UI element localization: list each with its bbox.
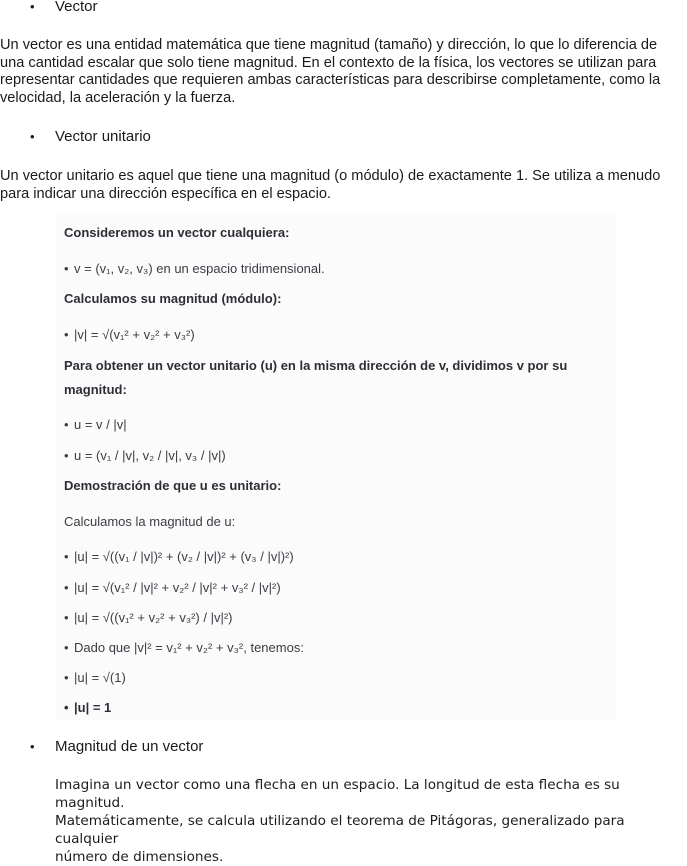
bullet-icon: • — [64, 417, 69, 432]
paragraph-line: Un vector es una entidad matemática que tiene magnitud (tamaño) y dirección, lo que lo diferencia de — [0, 37, 658, 53]
paragraph-line: Un vector unitario es aquel que tiene una magnitud (o módulo) de exactamente 1. Se utiliza a menudo — [0, 168, 661, 184]
pasted-line: magnitud: — [64, 382, 127, 397]
paragraph-magnitud — [55, 776, 687, 866]
paragraph-line: Matemáticamente, se calcula utilizando el teorema de Pitágoras, generalizado para cualquier — [55, 813, 625, 847]
bullet-icon: • — [64, 261, 69, 276]
paragraph-line: para indicar una dirección específica en el espacio. — [0, 185, 331, 202]
document-page: • Vector Un vector es una entidad matemática que tiene magnitud (tamaño) y dirección, lo que lo diferencia de una cantidad escalar que solo tiene magnitud. En el contexto de la física, los vectores se utilizan para representar cantidades que requieren ambas características para describirse completamente, como la velocidad, la aceleración y la fuerza. • Vector unitario Un vector unitario es aquel que tiene una magnitud (o módulo) de exactamente 1. Se utiliza a menudo para indicar una dirección específica en el espacio. Consideremos un vector cualquiera: • v = (v₁, v₂, v₃) en un espacio tridimensional. Calculamos su magnitud (módulo): • |v| = √(v₁² + v₂² + v₃²) Para obtener un vector unitario (u) en la misma dirección de v, dividimos v por su magnitud: • u = v / |v| • u = (v₁ / |v|, v₂ / |v|, v₃ / |v|) Demostración de que u es unitario: Calculamos la magnitud de u: • |u| = √((v₁ / |v|)² + (v₂ / |v|)² + (v₃ / |v|)²) • |u| = √(v₁² / |v|² + v₂² / |v|² + v₃² / |v|²) • |u| = √((v₁² + v₂² + v₃²) / |v|²) • Dado que |v|² = v₁² + v₂² + v₃², tenemos: • |u| = √(1) • |u| = 1 • Magnitud de un vector Imagina un vector como una flecha en un espacio. La longitud de esta flecha es su magnitud. Matemáticamente, se calcula utilizando el teorema de Pitágoras, generalizado para cualquier número de dimensiones. — [0, 0, 687, 834]
pasted-line: Demostración de que u es unitario: — [64, 478, 282, 493]
paragraph-line: Imagina un vector como una flecha en un espacio. La longitud de esta flecha es su magnitud. — [55, 777, 620, 811]
bullet-icon: • — [64, 640, 69, 655]
bullet-icon: • — [64, 448, 69, 463]
paragraph-vector-unitario — [0, 168, 687, 203]
bullet-icon: • — [64, 610, 69, 625]
paragraph-line: una cantidad escalar que solo tiene magnitud. En el contexto de la física, los vectores se utilizan para — [0, 54, 657, 71]
pasted-image-block: Consideremos un vector cualquiera: • v = (v₁, v₂, v₃) en un espacio tridimensional. Calculamos su magnitud (módulo): • |v| = √(v₁² + v₂² + v₃²) Para obtener un vector unitario (u) en la misma dirección de v, dividimos v por su magnitud: • u = v / |v| • u = (v₁ / |v|, v₂ / |v|, v₃ / |v|) Demostración de que u es unitario: Calculamos la magnitud de u: • |u| = √((v₁ / |v|)² + (v₂ / |v|)² + (v₃ / |v|)²) • |u| = √(v₁² / |v|² + v₂² / |v|² + v₃² / |v|²) • |u| = √((v₁² + v₂² + v₃²) / |v|²) • Dado que |v|² = v₁² + v₂² + v₃², tenemos: • |u| = √(1) • |u| = 1 — [56, 215, 616, 720]
bullet-icon: • — [30, 129, 35, 144]
pasted-line: Calculamos la magnitud de u: — [64, 514, 236, 529]
paragraph-vector — [0, 37, 687, 107]
bullet-icon: • — [64, 700, 69, 715]
paragraph-line: velocidad, la aceleración y la fuerza. — [0, 89, 236, 106]
paragraph-line: representar cantidades que requieren ambas características para describirse completamente, como la — [0, 72, 661, 89]
bullet-icon: • — [64, 549, 69, 564]
bullet-icon: • — [30, 739, 35, 754]
pasted-line: Consideremos un vector cualquiera: — [64, 225, 290, 240]
bullet-icon: • — [64, 327, 69, 342]
bullet-icon: • — [64, 670, 69, 685]
pasted-line: Calculamos su magnitud (módulo): — [64, 291, 282, 306]
bullet-icon: • — [30, 0, 35, 14]
paragraph-line: número de dimensiones. — [55, 849, 224, 865]
pasted-line: Para obtener un vector unitario (u) en la misma dirección de v, dividimos v por su — [64, 358, 568, 373]
bullet-icon: • — [64, 580, 69, 595]
